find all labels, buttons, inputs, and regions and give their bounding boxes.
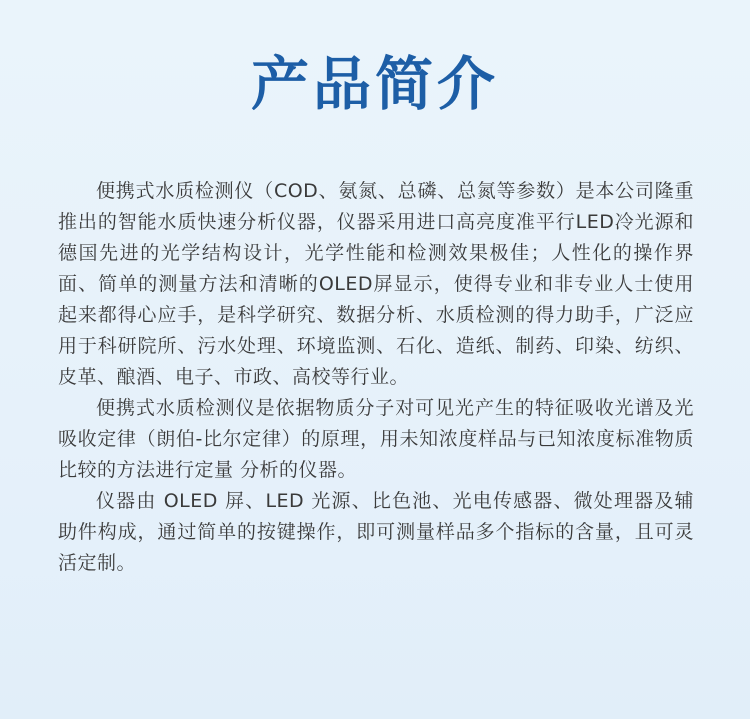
product-description: [58, 176, 694, 579]
description-paragraph-1: 便携式水质检测仪（COD、氨氮、总磷、总氮等参数）是本公司隆重推出的智能水质快速分析仪器，仪器采用进口高亮度准平行LED冷光源和德国先进的光学结构设计，光学性能和检测效果极佳；人性化的操作界面、简单的测量方法和清晰的OLED屏显示，使得专业和非专业人士使用起来都得心应手，是科学研究、数据分析、水质检测的得力助手，广泛应用于科研院所、污水处理、环境监测、石化、造纸、制药、印染、纺织、皮革、酿酒、电子、市政、高校等行业。: [58, 180, 694, 388]
description-paragraph-3: 仪器由 OLED 屏、LED 光源、比色池、光电传感器、微处理器及辅助件构成，通过简单的按键操作，即可测量样品多个指标的含量，且可灵活定制。: [58, 490, 694, 574]
page-title: 产品简介: [250, 50, 499, 118]
description-paragraph-2: 便携式水质检测仪是依据物质分子对可见光产生的特征吸收光谱及光吸收定律（朗伯-比尔定律）的原理，用未知浓度样品与已知浓度标准物质比较的方法进行定量 分析的仪器。: [58, 397, 694, 481]
